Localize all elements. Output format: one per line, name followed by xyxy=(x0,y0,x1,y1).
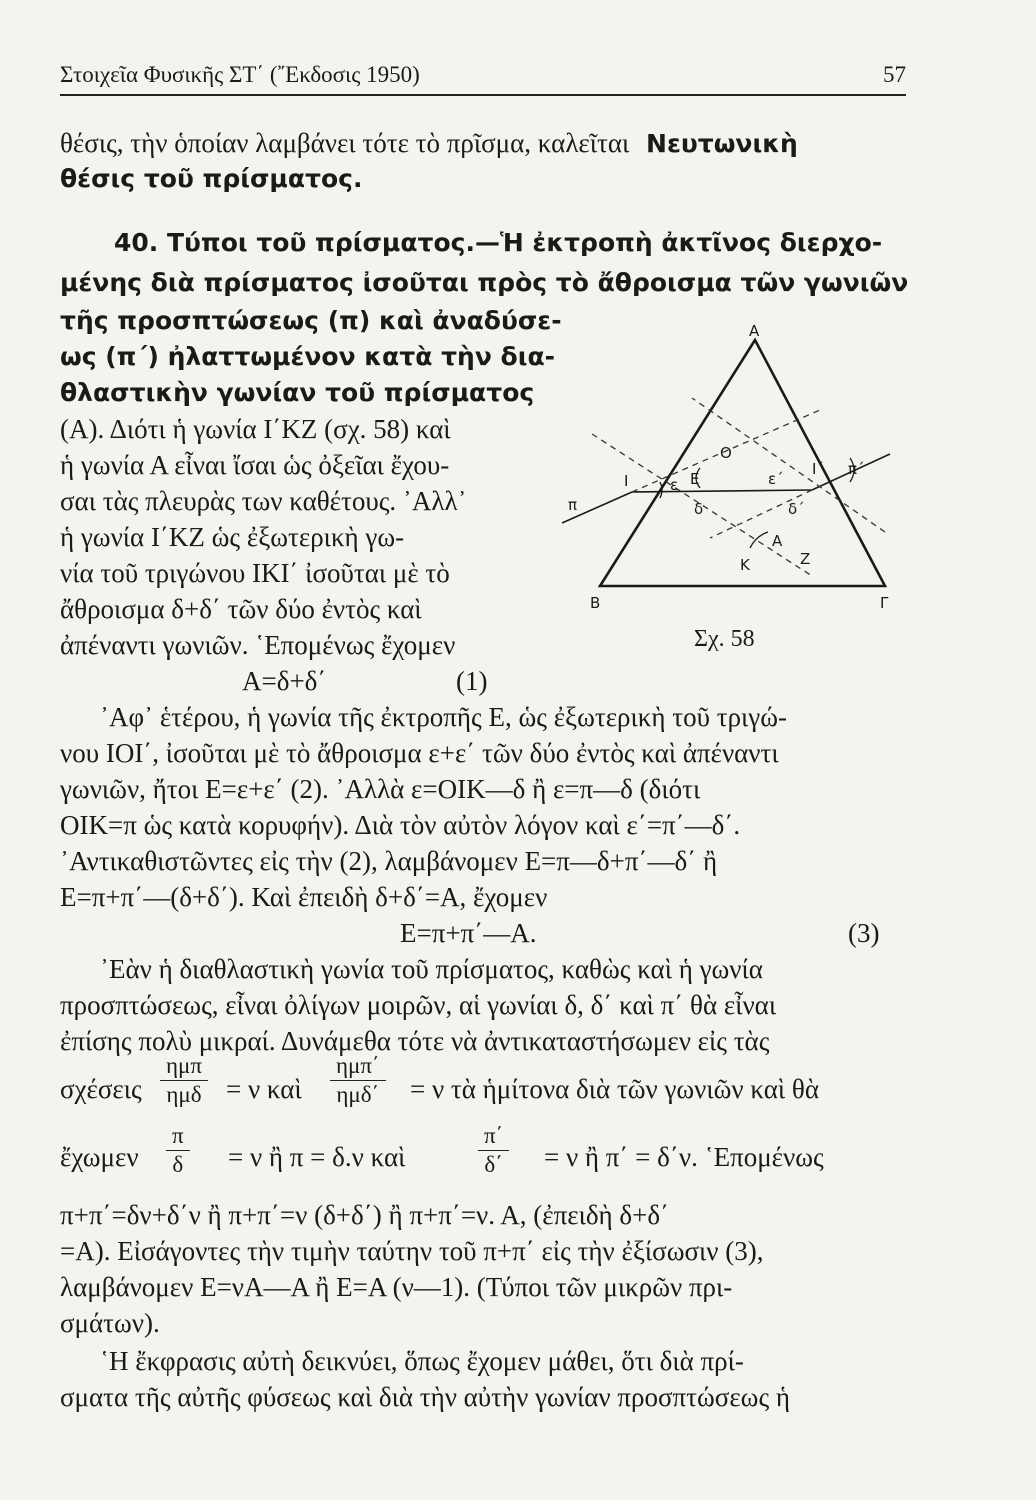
text-line: σματα τῆς αὐτῆς φύσεως καὶ διὰ τὴν αὐτὴν γωνίαν προσπτώσεως ἡ xyxy=(60,1382,791,1412)
text-span: σχέσεις xyxy=(60,1074,142,1104)
label-A2: A xyxy=(772,532,783,550)
running-header xyxy=(60,58,906,96)
text-span: = ν ἢ π΄ = δ΄ν. ῾Επομένως xyxy=(544,1142,824,1172)
text-line: ἐπίσης πολὺ μικραί. Δυνάμεθα τότε νὰ ἀντικαταστήσωμεν εἰς τὰς xyxy=(60,1026,770,1056)
bold-term-line: θέσις τοῦ πρίσματος. xyxy=(60,164,363,193)
label-B: B xyxy=(590,594,601,612)
label-d2: δ΄ xyxy=(788,500,805,518)
fraction xyxy=(478,1122,509,1179)
text-line: ᾿Εὰν ἡ διαθλαστικὴ γωνία τοῦ πρίσματος, καθὼς καὶ ἡ γωνία xyxy=(100,954,763,984)
numerator: π΄ xyxy=(478,1122,509,1151)
text-line: ᾿Αντικαθιστῶντες εἰς τὴν (2), λαμβάνομεν Ε=π—δ+π΄—δ΄ ἢ xyxy=(60,846,718,876)
numerator: π xyxy=(166,1122,190,1151)
text-line: ἀπέναντι γωνιῶν. ῾Επομένως ἔχομεν xyxy=(60,630,456,660)
prism-diagram xyxy=(550,318,910,648)
numerator: ημπ xyxy=(160,1052,208,1081)
prism-triangle xyxy=(600,340,885,586)
fraction xyxy=(330,1052,386,1109)
text-line: νου ΙΟΙ΄, ἰσοῦται μὲ τὸ ἄθροισμα ε+ε΄ τῶν δύο ἐντὸς καὶ ἀπέναντι xyxy=(60,738,779,768)
text-line: νία τοῦ τριγώνου ΙΚΙ΄ ἰσοῦται μὲ τὸ xyxy=(60,558,450,588)
fraction xyxy=(160,1052,208,1109)
label-K: K xyxy=(740,556,750,574)
equation-number: (3) xyxy=(848,918,880,948)
denominator: δ xyxy=(172,1152,184,1177)
label-I: I xyxy=(624,472,629,490)
text-line: ἡ γωνία Ι΄ΚΖ ὡς ἐξωτερικὴ γω- xyxy=(60,522,405,552)
label-d: δ xyxy=(694,500,704,518)
angle-arc-A xyxy=(750,532,768,548)
text-line: λαμβάνομεν Ε=νΑ—Α ἢ Ε=Α (ν—1). (Τύποι τῶν μικρῶν πρι- xyxy=(60,1272,733,1302)
page-number: 57 xyxy=(883,62,906,87)
equation-3: Ε=π+π΄—Α. xyxy=(400,918,537,948)
theorem-line: θλαστικὴν γωνίαν τοῦ πρίσματος xyxy=(60,378,535,407)
text-line: προσπτώσεως, εἶναι ὀλίγων μοιρῶν, αἱ γωνίαι δ, δ΄ καὶ π΄ θὰ εἶναι xyxy=(60,990,777,1020)
label-pi: π xyxy=(568,496,578,514)
text-line: ἄθροισμα δ+δ΄ τῶν δύο ἐντὸς καὶ xyxy=(60,594,422,624)
text-line: σαι τὰς πλευρὰς των καθέτους. ᾿Αλλ᾿ xyxy=(60,486,467,516)
text-line: Ε=π+π΄—(δ+δ΄). Καὶ ἐπειδὴ δ+δ΄=Α, ἔχομεν xyxy=(60,882,548,912)
theorem-line: τῆς προσπτώσεως (π) καὶ ἀναδύσε- xyxy=(60,306,562,335)
equation-number: (1) xyxy=(456,666,488,696)
label-E: E xyxy=(690,470,700,488)
denominator: ημδ xyxy=(166,1082,202,1107)
text-line: γωνιῶν, ἤτοι Ε=ε+ε΄ (2). ᾿Αλλὰ ε=ΟΙΚ—δ ἢ ε=π—δ (διότι xyxy=(60,774,701,804)
label-eps2: ε΄ xyxy=(768,470,784,488)
numerator: ημπ΄ xyxy=(330,1052,386,1081)
theorem-line: μένης διὰ πρίσματος ἰσοῦται πρὸς τὸ ἄθροισμα τῶν γωνιῶν xyxy=(60,268,909,297)
label-I2: I΄ xyxy=(812,460,824,478)
section-heading: 40. Τύποι τοῦ πρίσματος.—Ἡ ἐκτροπὴ ἀκτῖνος διερχο- xyxy=(114,228,883,257)
text-line: (Α). Διότι ἡ γωνία Ι΄ΚΖ (σχ. 58) καὶ xyxy=(60,414,451,444)
text-line: ᾿Αφ᾿ ἑτέρου, ἡ γωνία τῆς ἐκτροπῆς Ε, ὡς ἐξωτερικὴ τοῦ τριγώ- xyxy=(100,702,787,732)
text-span: = ν τὰ ἡμίτονα διὰ τῶν γωνιῶν καὶ θὰ xyxy=(410,1074,819,1104)
text-line: =Α). Εἰσάγοντες τὴν τιμὴν ταύτην τοῦ π+π΄ εἰς τὴν ἐξίσωσιν (3), xyxy=(60,1236,764,1266)
theorem-line: ως (π΄) ἠλαττωμένον κατὰ τὴν δια- xyxy=(60,342,556,371)
denominator: ημδ΄ xyxy=(336,1082,380,1107)
fraction xyxy=(166,1122,190,1179)
text-span: ἔχωμεν xyxy=(60,1142,139,1172)
text-line: ῾Η ἔκφρασις αὐτὴ δεικνύει, ὅπως ἔχομεν μάθει, ὅτι διὰ πρί- xyxy=(100,1346,744,1376)
text-line: π+π΄=δν+δ΄ν ἢ π+π΄=ν (δ+δ΄) ἢ π+π΄=ν. Α, (ἐπειδὴ δ+δ΄ xyxy=(60,1200,670,1230)
denominator: δ΄ xyxy=(484,1152,503,1177)
text-line: ἡ γωνία Α εἶναι ἴσαι ὡς ὀξεῖαι ἔχου- xyxy=(60,450,450,480)
label-Z: Z xyxy=(800,550,811,568)
label-A: A xyxy=(749,322,760,340)
text-span: = ν ἢ π = δ.ν καὶ xyxy=(228,1142,406,1172)
text-line: σμάτων). xyxy=(60,1308,160,1338)
text-span: θέσις, τὴν ὁποίαν λαμβάνει τότε τὸ πρῖσμα, καλεῖται xyxy=(60,128,630,158)
label-O: O xyxy=(720,444,732,462)
text-line: ΟΙΚ=π ὡς κατὰ κορυφήν). Διὰ τὸν αὐτὸν λόγον καὶ ε΄=π΄—δ΄. xyxy=(60,810,741,840)
book-title: Στοιχεῖα Φυσικῆς ΣΤ΄ (῎Εκδοσις 1950) xyxy=(60,62,420,87)
label-G: Γ xyxy=(880,594,889,612)
figure-caption: Σχ. 58 xyxy=(694,626,755,652)
equation-1: Α=δ+δ΄ xyxy=(242,666,327,696)
bold-term: Νευτωνικὴ xyxy=(646,129,798,158)
label-pi2: π΄ xyxy=(848,460,865,478)
text-line xyxy=(60,126,798,161)
label-eps: ε xyxy=(670,476,679,494)
text-span: = ν καὶ xyxy=(226,1074,302,1104)
